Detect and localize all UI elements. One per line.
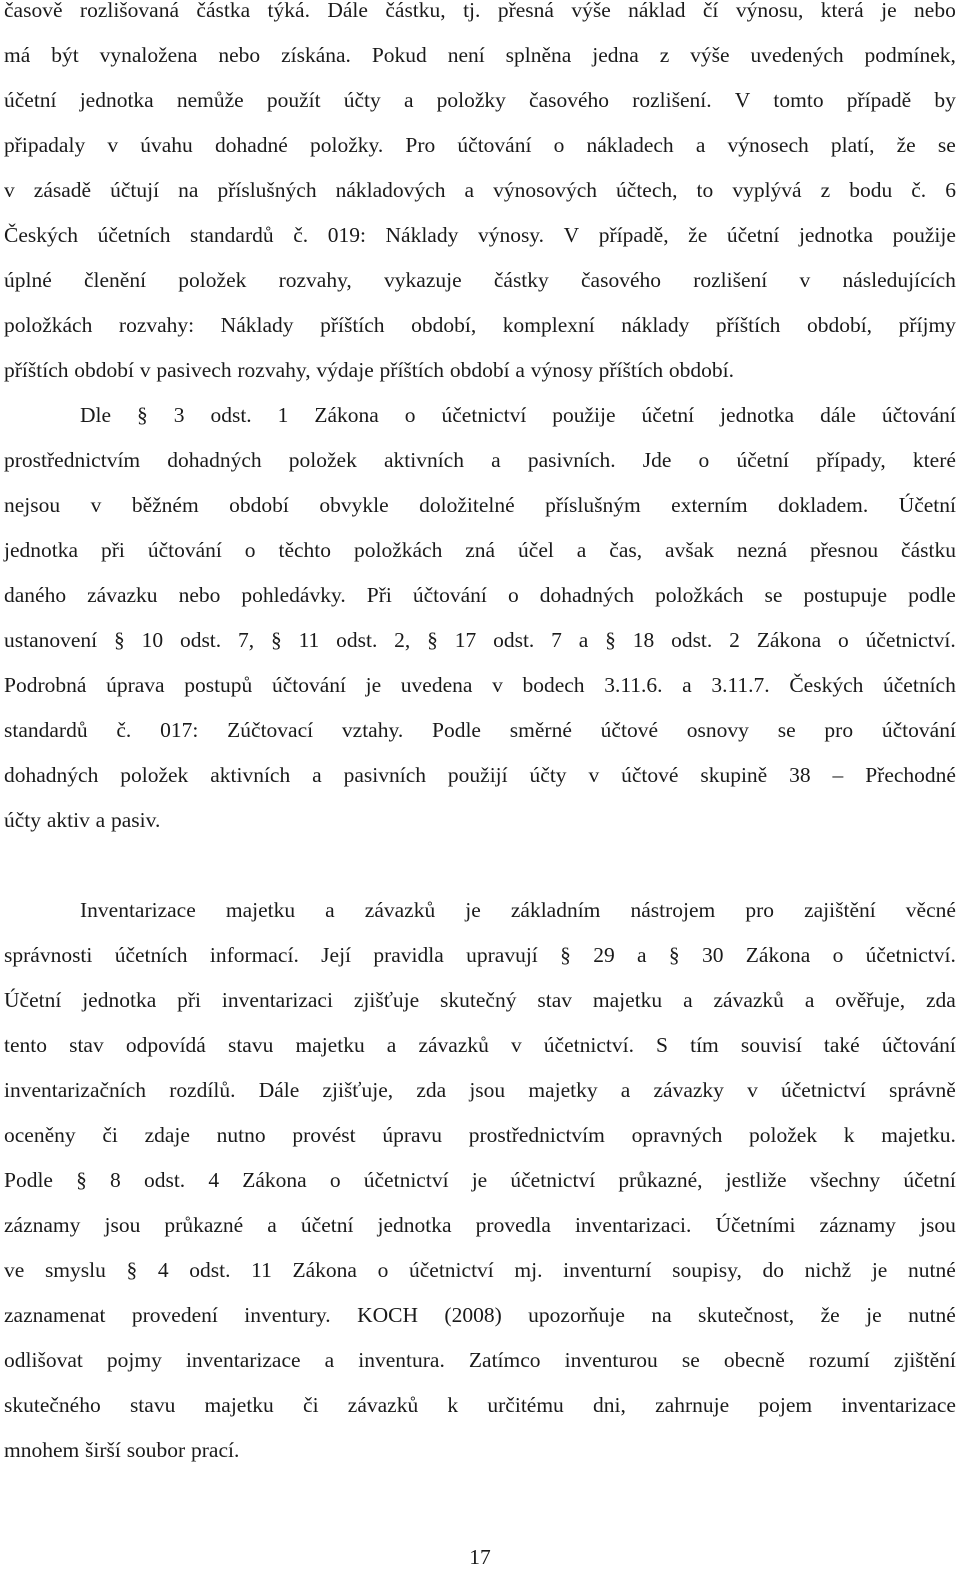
text-line: oceněny či zdaje nutno provést úpravu prostřednictvím opravných položek k majetku. xyxy=(4,1123,956,1147)
text-line: jednotka při účtování o těchto položkách zná účel a čas, avšak nezná přesnou částku xyxy=(4,538,956,562)
text-line: skutečného stavu majetku či závazků k určitému dni, zahrnuje pojem inventarizace xyxy=(4,1393,956,1417)
text-line: příštích období v pasivech rozvahy, výdaje příštích období a výnosy příštích období. xyxy=(4,358,735,382)
text-line: ve smyslu § 4 odst. 11 Zákona o účetnictví mj. inventurní soupisy, do nichž je nutné xyxy=(4,1258,956,1282)
text-line: položkách rozvahy: Náklady příštích období, komplexní náklady příštích období, příjmy xyxy=(4,313,956,337)
text-line: připadaly v úvahu dohadné položky. Pro účtování o nákladech a výnosech platí, že se xyxy=(4,133,956,157)
text-line: účty aktiv a pasiv. xyxy=(4,808,161,832)
text-line: dohadných položek aktivních a pasivních použijí účty v účtové skupině 38 – Přechodné xyxy=(4,763,956,787)
text-line: Inventarizace majetku a závazků je základním nástrojem pro zajištění věcné xyxy=(80,898,956,922)
text-line: účetní jednotka nemůže použít účty a položky časového rozlišení. V tomto případě by xyxy=(4,88,956,112)
text-line: inventarizačních rozdílů. Dále zjišťuje, zda jsou majetky a závazky v účetnictví správně xyxy=(4,1078,956,1102)
text-line: Dle § 3 odst. 1 Zákona o účetnictví použije účetní jednotka dále účtování xyxy=(80,403,956,427)
text-line: úplné členění položek rozvahy, vykazuje částky časového rozlišení v následujících xyxy=(4,268,956,292)
text-line: má být vynaložena nebo získána. Pokud není splněna jedna z výše uvedených podmínek, xyxy=(4,43,956,67)
text-line: odlišovat pojmy inventarizace a inventura. Zatímco inventurou se obecně rozumí zjištění xyxy=(4,1348,956,1372)
text-line: Podle § 8 odst. 4 Zákona o účetnictví je účetnictví průkazné, jestliže všechny účetní xyxy=(4,1168,956,1192)
text-line: prostřednictvím dohadných položek aktivních a pasivních. Jde o účetní případy, které xyxy=(4,448,956,472)
text-line: nejsou v běžném období obvykle doložitelné příslušným externím dokladem. Účetní xyxy=(4,493,956,517)
text-line: Českých účetních standardů č. 019: Náklady výnosy. V případě, že účetní jednotka použije xyxy=(4,223,956,247)
text-line: správnosti účetních informací. Její pravidla upravují § 29 a § 30 Zákona o účetnictví. xyxy=(4,943,956,967)
text-line: časově rozlišovaná částka týká. Dále částku, tj. přesná výše náklad čí výnosu, která je nebo xyxy=(4,0,956,22)
text-line: záznamy jsou průkazné a účetní jednotka provedla inventarizaci. Účetními záznamy jsou xyxy=(4,1213,956,1237)
page-number: 17 xyxy=(469,1545,491,1569)
text-line: daného závazku nebo pohledávky. Při účtování o dohadných položkách se postupuje podle xyxy=(4,583,956,607)
text-line: tento stav odpovídá stavu majetku a závazků v účetnictví. S tím souvisí také účtování xyxy=(4,1033,956,1057)
text-line: v zásadě účtují na příslušných nákladových a výnosových účtech, to vyplývá z bodu č. 6 xyxy=(4,178,956,202)
text-line: ustanovení § 10 odst. 7, § 11 odst. 2, § 17 odst. 7 a § 18 odst. 2 Zákona o účetnictví. xyxy=(4,628,956,652)
text-line: mnohem širší soubor prací. xyxy=(4,1438,240,1462)
text-line: standardů č. 017: Zúčtovací vztahy. Podle směrné účtové osnovy se pro účtování xyxy=(4,718,956,742)
text-line: Účetní jednotka při inventarizaci zjišťuje skutečný stav majetku a závazků a ověřuje, zda xyxy=(4,988,956,1012)
text-line: Podrobná úprava postupů účtování je uvedena v bodech 3.11.6. a 3.11.7. Českých účetních xyxy=(4,673,956,697)
text-line: zaznamenat provedení inventury. KOCH (2008) upozorňuje na skutečnost, že je nutné xyxy=(4,1303,956,1327)
